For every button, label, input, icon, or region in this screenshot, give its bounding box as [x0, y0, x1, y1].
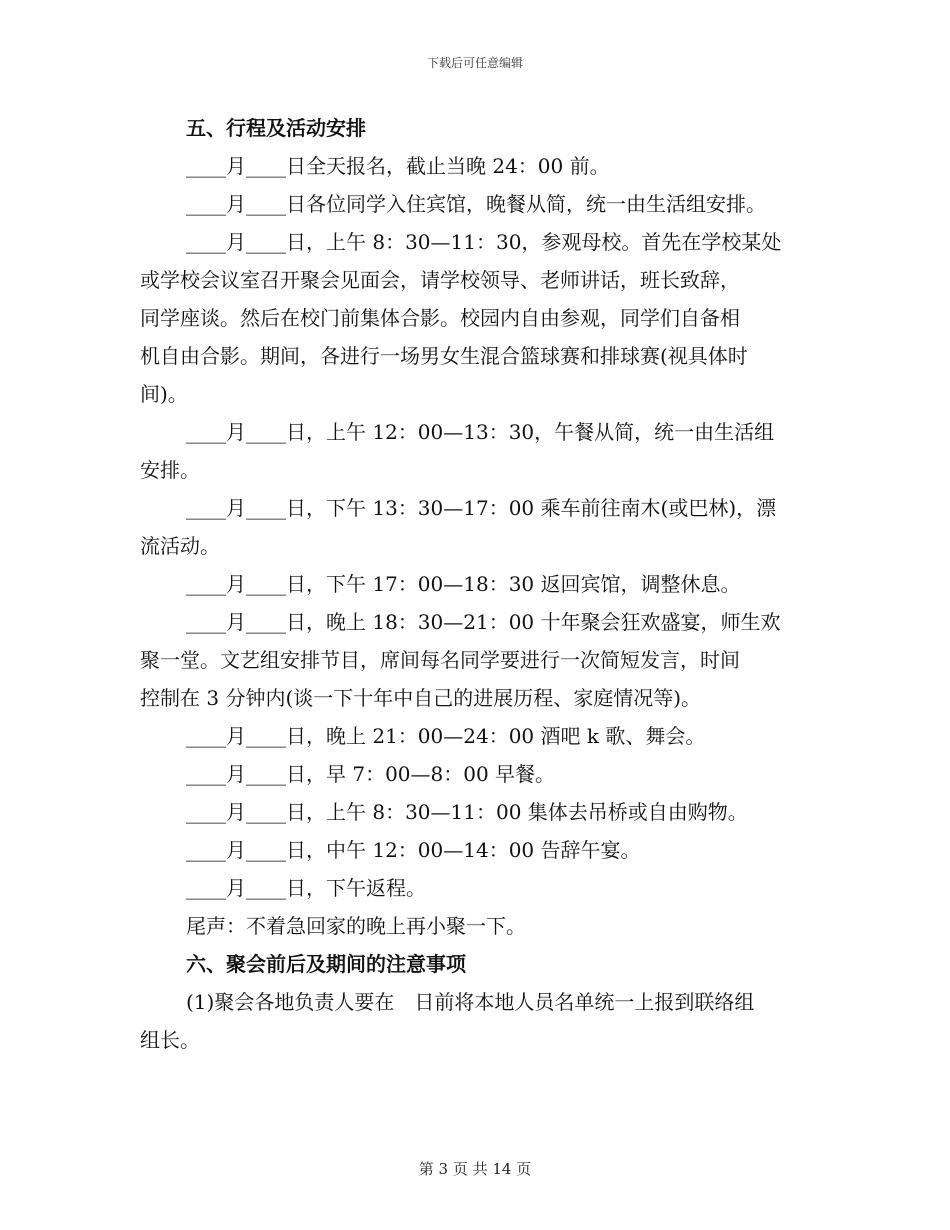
paragraph-visit-school-line-2: 或学校会议室召开聚会见面会，请学校领导、老师讲话，班长致辞，: [140, 268, 740, 292]
paragraph-banquet-line-2: 聚一堂。文艺组安排节目，席间每名同学要进行一次简短发言，时间: [140, 648, 740, 672]
paragraph-return-trip: ____月____日，下午返程。: [186, 876, 426, 900]
paragraph-registration: ____月____日全天报名，截止当晚 24：00 前。: [186, 154, 610, 178]
paragraph-rafting-line-1: ____月____日，下午 13：30—17：00 乘车前往南木(或巴林)，漂: [186, 496, 777, 520]
paragraph-farewell-lunch: ____月____日，中午 12：00—14：00 告辞午宴。: [186, 838, 641, 862]
paragraph-lunch-line-1: ____月____日，上午 12：00—13：30，午餐从简，统一由生活组: [186, 420, 775, 444]
paragraph-banquet-line-1: ____月____日，晚上 18：30—21：00 十年聚会狂欢盛宴，师生欢: [186, 610, 781, 634]
paragraph-visit-school-line-4: 机自由合影。期间，各进行一场男女生混合篮球赛和排球赛(视具体时: [140, 344, 748, 368]
document-body: [140, 110, 812, 1058]
paragraph-epilogue: 尾声：不着急回家的晚上再小聚一下。: [186, 914, 526, 938]
notice-item-1-line-1: (1)聚会各地负责人要在 日前将本地人员名单统一上报到联络组: [186, 990, 755, 1014]
paragraph-banquet-line-3: 控制在 3 分钟内(谈一下十年中自己的进展历程、家庭情况等)。: [140, 686, 702, 710]
notice-item-1-line-2: 组长。: [140, 1028, 200, 1052]
paragraph-return-hotel: ____月____日，下午 17：00—18：30 返回宾馆，调整休息。: [186, 572, 741, 596]
page-header: 下载后可任意编辑: [426, 56, 523, 70]
paragraph-visit-school-line-5: 间)。: [140, 382, 188, 406]
section-6-heading: 六、聚会前后及期间的注意事项: [186, 952, 466, 976]
paragraph-breakfast: ____月____日，早 7：00—8：00 早餐。: [186, 762, 556, 786]
paragraph-visit-school-line-3: 同学座谈。然后在校门前集体合影。校园内自由参观，同学们自备相: [140, 306, 740, 330]
paragraph-check-in: ____月____日各位同学入住宾馆，晚餐从简，统一由生活组安排。: [186, 192, 766, 216]
paragraph-visit-school-line-1: ____月____日，上午 8：30—11：30，参观母校。首先在学校某处: [186, 230, 782, 254]
paragraph-shopping: ____月____日，上午 8：30—11：00 集体去吊桥或自由购物。: [186, 800, 748, 824]
section-5-heading: 五、行程及活动安排: [186, 116, 366, 140]
paragraph-bar-ktv: ____月____日，晚上 21：00—24：00 酒吧 k 歌、舞会。: [186, 724, 706, 748]
paragraph-lunch-line-2: 安排。: [140, 458, 200, 482]
page-footer: 第 3 页 共 14 页: [418, 1160, 532, 1178]
paragraph-rafting-line-2: 流活动。: [140, 534, 220, 558]
